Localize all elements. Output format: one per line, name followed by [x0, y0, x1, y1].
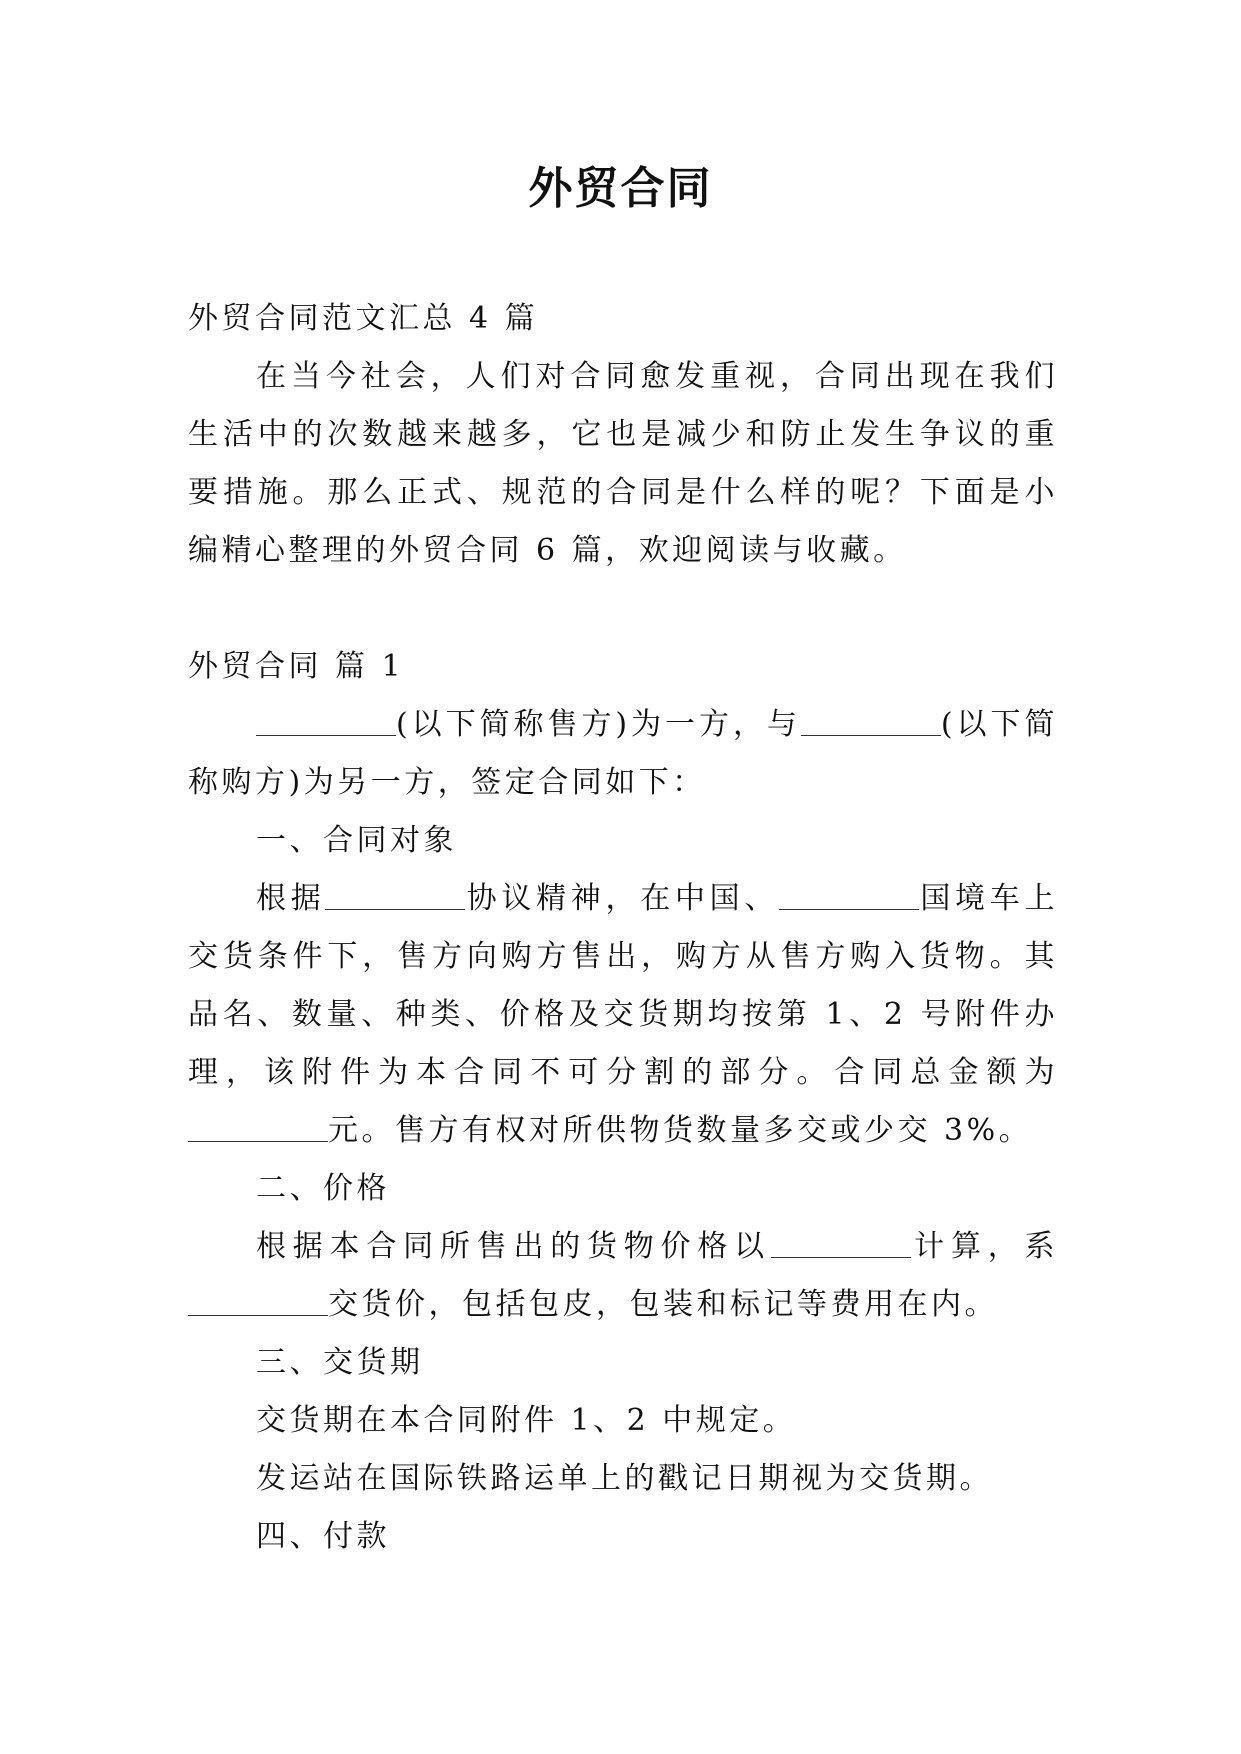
parties-text-2: (以下简称购方)为另一方，签定合同如下：	[188, 707, 1058, 800]
blank-field-seller	[256, 709, 396, 736]
parties-text-1: (以下简称售方)为一方，与	[396, 707, 801, 742]
parties-paragraph	[188, 696, 1058, 812]
clause-heading-object: 一、合同对象	[256, 823, 457, 858]
clause-price-paragraph	[188, 1218, 1058, 1334]
clause-delivery-paragraph-2: 发运站在国际铁路运单上的戳记日期视为交货期。	[256, 1461, 993, 1496]
blank-field-total-amount	[188, 1115, 328, 1142]
clause-object-text-c: 国境车上交货条件下，售方向购方售出，购方从售方购入货物。其品名、数量、种类、价格及交货期均按第 1、2 号附件办理，该附件为本合同不可分割的部分。合同总金额为	[188, 881, 1058, 1090]
blank-field-agreement	[325, 883, 465, 910]
clause-heading-payment: 四、付款	[256, 1519, 390, 1554]
document-title: 外贸合同	[528, 163, 713, 214]
clause-price-text-b: 计算，系	[910, 1229, 1059, 1264]
clause-heading-delivery: 三、交货期	[256, 1345, 424, 1380]
document-subtitle: 外贸合同范文汇总 4 篇	[188, 301, 539, 336]
blank-field-delivery-terms	[188, 1289, 328, 1316]
blank-field-currency	[771, 1231, 911, 1258]
clause-object-paragraph	[188, 870, 1058, 1160]
document-body	[188, 290, 1058, 1566]
clause-object-text-a: 根据	[256, 881, 326, 916]
clause-object-text-b: 协议精神，在中国、	[465, 881, 780, 916]
section-spacer	[188, 580, 1058, 638]
section-heading: 外贸合同 篇 1	[188, 649, 405, 684]
clause-heading-price: 二、价格	[256, 1171, 390, 1206]
clause-delivery-paragraph-1: 交货期在本合同附件 1、2 中规定。	[256, 1403, 797, 1438]
blank-field-country	[779, 883, 919, 910]
intro-paragraph: 在当今社会，人们对合同愈发重视，合同出现在我们生活中的次数越来越多，它也是减少和防止发生争议的重要措施。那么正式、规范的合同是什么样的呢？下面是小编精心整理的外贸合同 6 篇，欢迎阅读与收藏。	[188, 359, 1058, 568]
clause-price-text-c: 交货价，包括包皮，包装和标记等费用在内。	[328, 1287, 998, 1322]
clause-object-text-d: 元。售方有权对所供物货数量多交或少交 3%。	[328, 1113, 1033, 1148]
clause-price-text-a: 根据本合同所售出的货物价格以	[256, 1229, 771, 1264]
blank-field-buyer	[801, 709, 941, 736]
